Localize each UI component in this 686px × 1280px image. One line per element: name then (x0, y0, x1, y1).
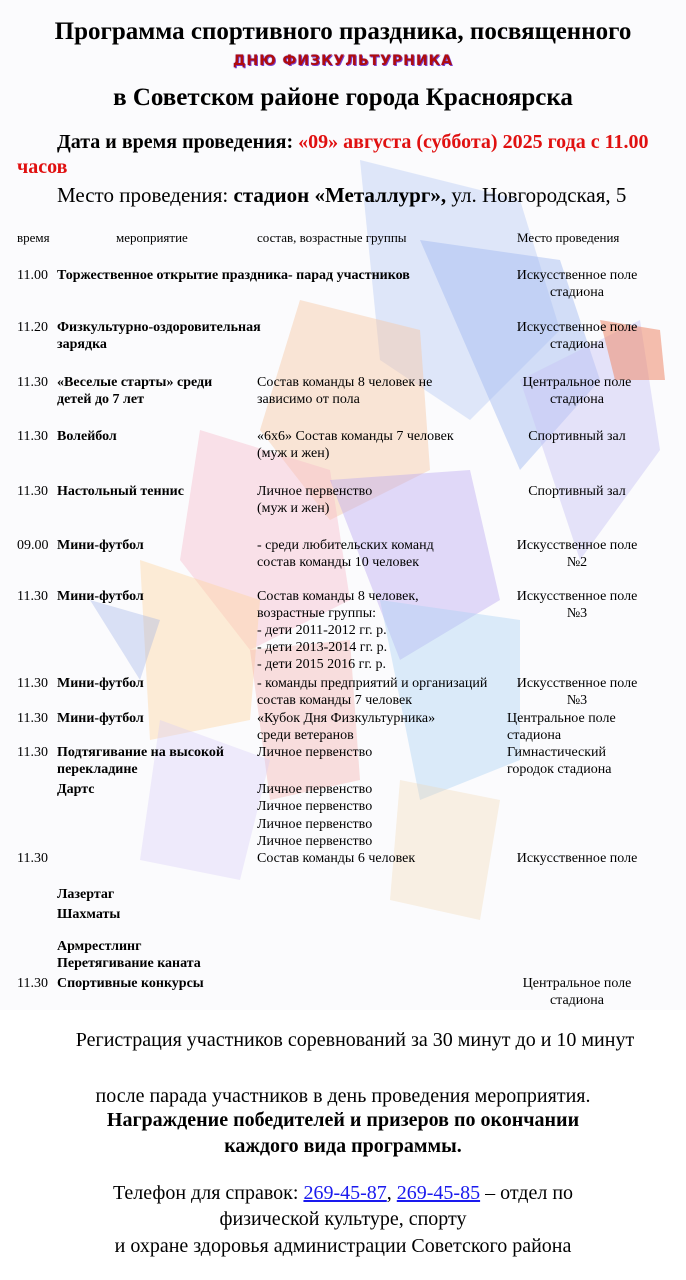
phone-tail: – отдел по (480, 1182, 574, 1204)
place-address: ул. Новгородская, 5 (446, 183, 627, 207)
row-place: Искусственное поле стадиона (516, 268, 638, 300)
block-group: Личное первенство (257, 782, 373, 797)
row-time: 11.30 (17, 429, 48, 444)
row-place: Искусственное поле №3 (516, 589, 638, 621)
row-group: «Кубок Дня Физкультурника» среди ветеранов (257, 711, 436, 743)
block-event: Перетягивание каната (57, 956, 201, 971)
row-place: Спортивный зал (528, 429, 626, 444)
row-place: Гимнастический городок стадиона (507, 745, 612, 777)
block-group: Личное первенство (257, 799, 373, 814)
group-line: - дети 2015 2016 гг. р. (257, 657, 387, 672)
event-place (57, 183, 626, 208)
column-header-group: состав, возрастные группы (257, 230, 407, 245)
award-note-2: каждого вида программы. (224, 1135, 462, 1157)
group-line: Состав команды 8 человек, (257, 589, 419, 604)
event-date (17, 130, 677, 180)
block-group: Личное первенство (257, 834, 373, 849)
block-event: Лазертаг (57, 887, 115, 902)
award-note: Награждение победителей и призеров по окончании (106, 1109, 580, 1131)
row-time: 11.30 (17, 745, 48, 760)
row-group: - команды предприятий и организаций состав команды 7 человек (257, 676, 488, 708)
row-time: 11.30 (17, 711, 48, 726)
phone-line (0, 1181, 686, 1205)
block-place: Искусственное поле (516, 851, 638, 866)
row-place: Центральное поле стадиона (507, 711, 616, 743)
group-line: - дети 2013-2014 гг. р. (257, 640, 388, 655)
block-event: Дартс (57, 782, 95, 797)
block-event: Армрестлинг (57, 939, 142, 954)
row-event: Волейбол (57, 429, 117, 444)
block-time: 11.30 (17, 851, 48, 866)
row-group (257, 588, 507, 673)
row-time: 11.20 (17, 320, 48, 335)
block-event: Шахматы (57, 907, 121, 922)
block-group: Состав команды 6 человек (257, 851, 416, 866)
row-event: Мини-футбол (57, 589, 144, 604)
row-time: 11.30 (17, 676, 48, 691)
title-line-2: в Советском районе города Красноярска (113, 84, 573, 111)
phone-link-2[interactable]: 269-45-85 (396, 1182, 481, 1204)
column-header-place: Место проведения (517, 230, 620, 245)
group-line: возрастные группы: (257, 606, 377, 621)
row-place: Центральное поле стадиона (522, 375, 632, 407)
row-group: - среди любительских команд состав команды 10 человек (257, 538, 434, 570)
registration-note-2: после парада участников в день проведения мероприятия. (95, 1085, 591, 1107)
group-line: - дети 2011-2012 гг. р. (257, 623, 387, 638)
title-line-1: Программа спортивного праздника, посвященного (54, 18, 632, 45)
date-label: Дата и время проведения: (57, 131, 299, 153)
row-event: Спортивные конкурсы (57, 976, 204, 991)
row-time: 11.30 (17, 484, 48, 499)
row-time: 11.30 (17, 976, 48, 991)
block-group: Личное первенство (257, 817, 373, 832)
place-label: Место проведения: (57, 183, 234, 207)
phone-separator: , (386, 1182, 397, 1204)
row-place: Искусственное поле стадиона (516, 320, 638, 352)
phone-link-1[interactable]: 269-45-87 (303, 1182, 387, 1204)
row-place: Спортивный зал (528, 484, 626, 499)
place-stadium: стадион «Металлург», (233, 183, 447, 207)
row-place: Искусственное поле №3 (516, 676, 638, 708)
row-event: Настольный теннис (57, 484, 184, 499)
phone-label: Телефон для справок: (112, 1182, 304, 1204)
row-group: Личное первенство (муж и жен) (257, 484, 373, 516)
title-banner: ДНЮ ФИЗКУЛЬТУРНИКА (233, 53, 453, 69)
department-line-3: и охране здоровья администрации Советского района (114, 1235, 572, 1257)
registration-note: Регистрация участников соревнований за 30 минут до и 10 минут (75, 1029, 635, 1051)
row-time: 11.30 (17, 589, 48, 604)
department-line-2: физической культуре, спорту (219, 1208, 467, 1230)
column-header-event: мероприятие (116, 230, 188, 245)
row-place: Искусственное поле №2 (516, 538, 638, 570)
row-event: «Веселые старты» среди детей до 7 лет (57, 375, 213, 407)
row-group: «6х6» Состав команды 7 человек (муж и жен) (257, 429, 454, 461)
row-event: Физкультурно-оздоровительная зарядка (57, 320, 261, 352)
row-place: Центральное поле стадиона (522, 976, 632, 1008)
row-time: 11.00 (17, 268, 48, 283)
row-group: Состав команды 8 человек не зависимо от пола (257, 375, 433, 407)
column-header-time: время (17, 230, 50, 245)
row-event: Мини-футбол (57, 676, 144, 691)
row-time: 11.30 (17, 375, 48, 390)
row-event: Мини-футбол (57, 711, 144, 726)
row-event: Подтягивание на высокой перекладине (57, 745, 224, 777)
row-group: Личное первенство (257, 745, 373, 760)
row-time: 09.00 (17, 538, 49, 553)
row-event: Торжественное открытие праздника- парад участников (57, 268, 410, 283)
date-value: «09» августа (суббота) 2025 года с 11.00 часов (17, 131, 649, 178)
row-event: Мини-футбол (57, 538, 144, 553)
